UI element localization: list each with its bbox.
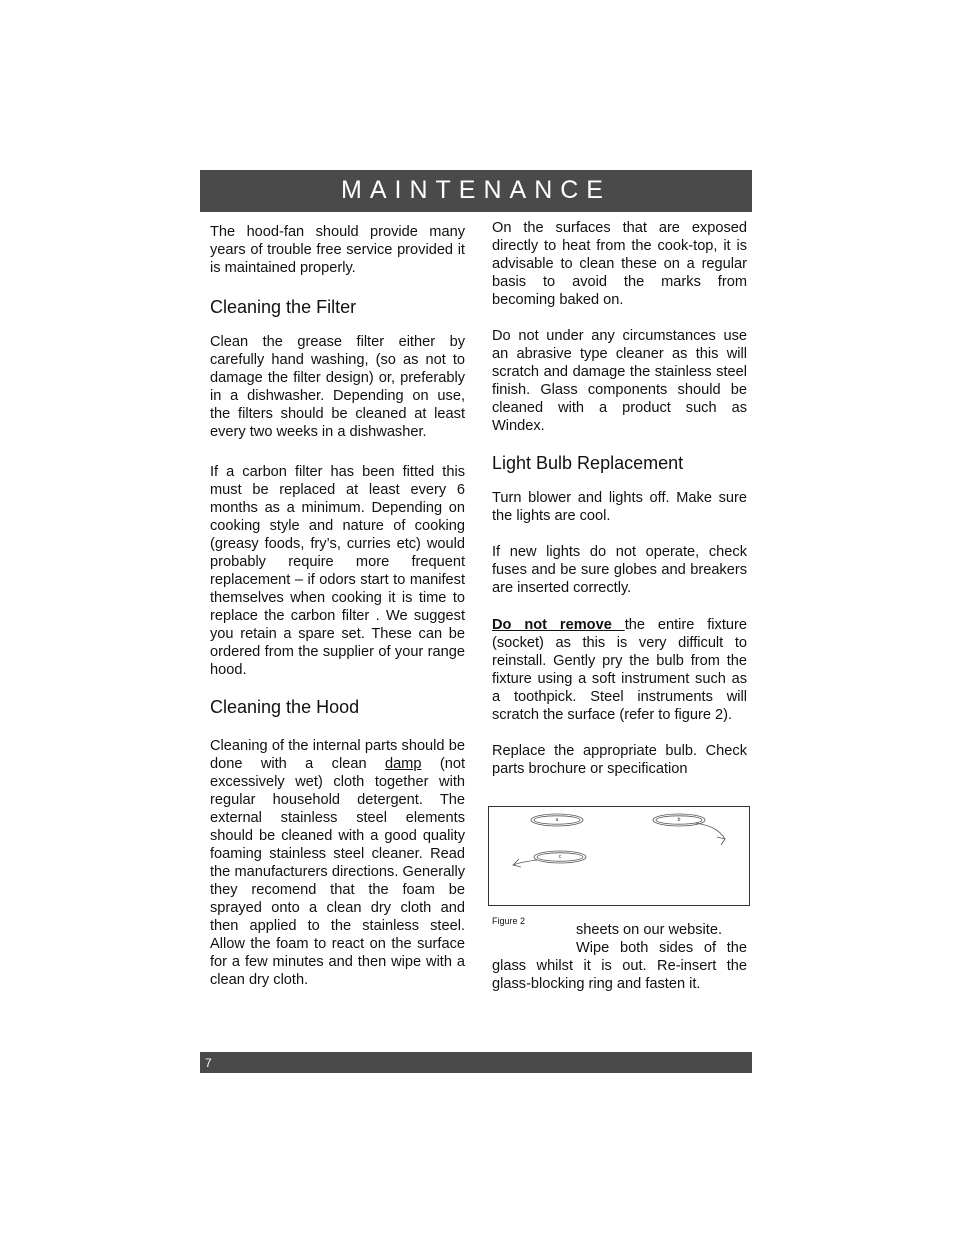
- filter-paragraph-1: Clean the grease filter either by carefully hand washing, (so as not to damage the filter design) or, preferably in a dishwasher. Depending on use, the filters should be cleaned at least every two weeks in a dishwasher.: [210, 334, 465, 440]
- bulb-removal-drawing: [489, 807, 749, 905]
- right-column: [492, 219, 747, 778]
- do-not-remove-text: Do not remove: [492, 617, 625, 633]
- bulb-paragraph-4: Replace the appropriate bulb. Check parts brochure or specification: [492, 743, 747, 777]
- filter-paragraph-2: If a carbon filter has been fitted this must be replaced at least every 6 months as a minimum. Depending on cooking style and nature of cooking (greasy foods, fry’s, curries etc) would probably require more frequent replacement – if odors start to manifest themselves when cooking it is time to replace the carbon filter . We suggest you retain a spare set. These can be ordered from the supplier of your range hood.: [210, 464, 465, 678]
- figure-caption: Figure 2: [492, 916, 526, 926]
- hood-paragraph: [210, 737, 465, 989]
- right-paragraph-2: Do not under any circumstances use an abrasive type cleaner as this will scratch and damage the stainless steel finish. Glass components should be cleaned with a product such as Windex.: [492, 328, 747, 434]
- figure-label-b: b: [677, 817, 681, 823]
- bulb-paragraph-1: Turn blower and lights off. Make sure the lights are cool.: [492, 490, 747, 524]
- hood-text-a: Cleaning of the internal parts should be done with a clean: [210, 738, 465, 772]
- after-figure-line-1: sheets on our website.: [576, 922, 723, 938]
- right-paragraph-1: On the surfaces that are exposed directly to heat from the cook-top, it is advisable to clean these on a regular basis to avoid the marks from becoming baked on.: [492, 220, 747, 308]
- after-figure-text: [492, 921, 747, 993]
- page-title: MAINTENANCE: [341, 176, 611, 204]
- after-figure-paragraph: Wipe both sides of the glass whilst it is out. Re-insert the glass-blocking ring and fasten it.: [492, 940, 747, 992]
- header-bar: [200, 170, 752, 212]
- figure-2-illustration: [488, 806, 750, 906]
- bulb-heading: Light Bulb Replacement: [492, 453, 684, 473]
- damp-word: damp: [384, 756, 422, 772]
- bulb-paragraph-3: [492, 616, 747, 724]
- figure-label-c: c: [558, 854, 562, 860]
- footer-bar: [200, 1052, 752, 1073]
- hood-text-b: (not excessively wet) cloth together with regular household detergent. The external stainless steel elements should be cleaned with a good quality foaming stainless steel cleaner. Read the manufacturers directions. Generally they recomend that the foam be sprayed onto a clean dry cloth and then applied to the stainless steel. Allow the foam to react on the surface for a few minutes and then wipe with a clean dry cloth.: [210, 756, 465, 988]
- bulb-paragraph-3-rest: the entire fixture (socket) as this is very difficult to reinstall. Gently pry the bulb from the fixture using a soft instrument such as a toothpick. Steel instruments will scratch the surface (refer to figure 2).: [492, 617, 747, 723]
- bulb-paragraph-2: If new lights do not operate, check fuses and be sure globes and breakers are inserted correctly.: [492, 544, 747, 596]
- figure-label-a: a: [555, 817, 559, 823]
- left-column: [210, 223, 465, 989]
- filter-heading: Cleaning the Filter: [210, 297, 357, 317]
- hood-heading: Cleaning the Hood: [210, 697, 360, 717]
- page-number: 7: [205, 1056, 212, 1070]
- intro-paragraph: The hood-fan should provide many years of trouble free service provided it is maintained properly.: [210, 224, 465, 276]
